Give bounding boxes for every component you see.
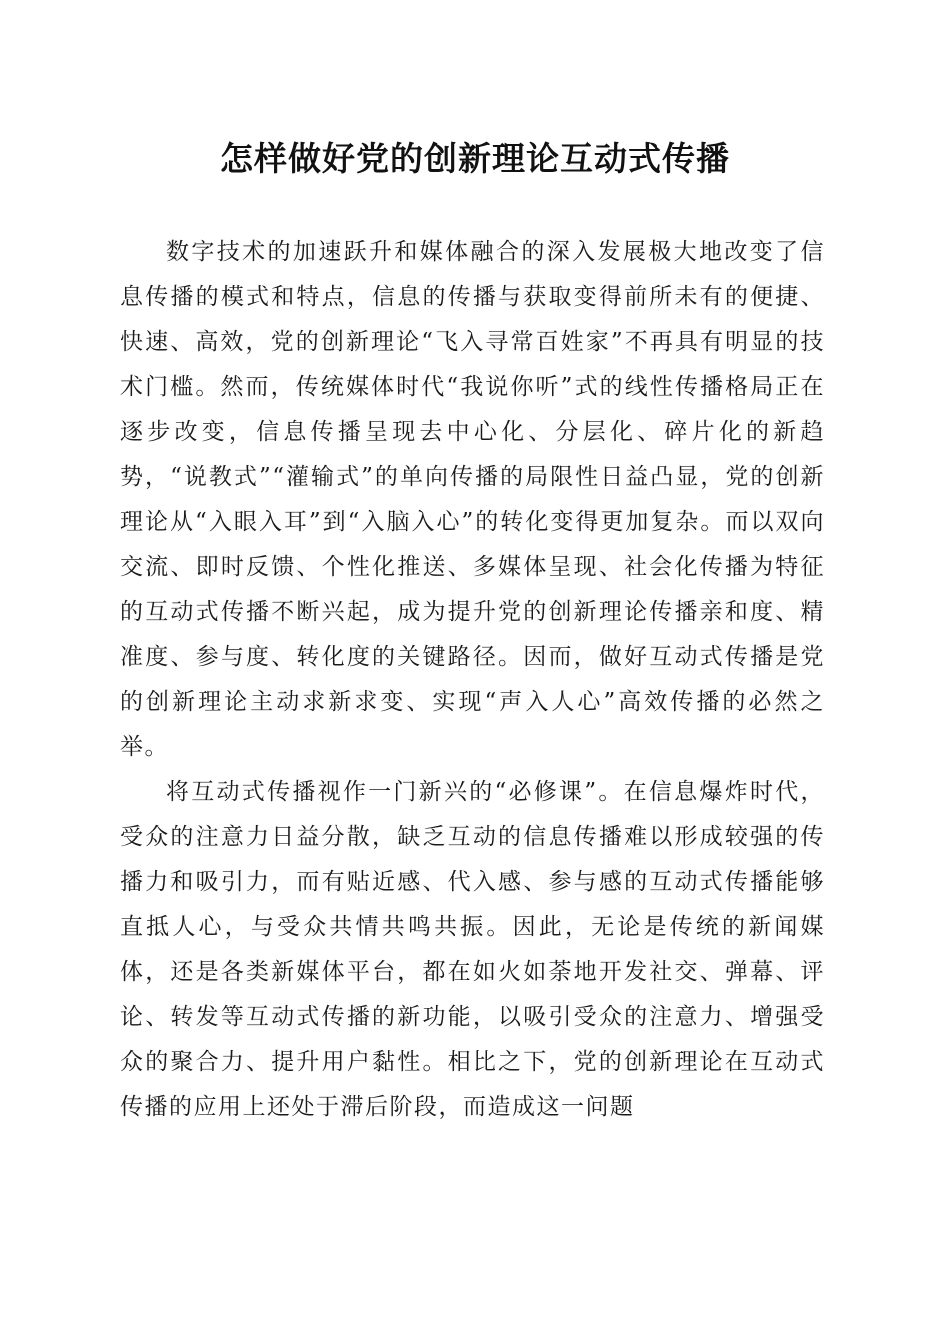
document-body (120, 230, 825, 1130)
paragraph-1: 数字技术的加速跃升和媒体融合的深入发展极大地改变了信息传播的模式和特点，信息的传播与获取变得前所未有的便捷、快速、高效，党的创新理论“飞入寻常百姓家”不再具有明显的技术门槛。然而，传统媒体时代“我说你听”式的线性传播格局正在逐步改变，信息传播呈现去中心化、分层化、碎片化的新趋势，“说教式”“灌输式”的单向传播的局限性日益凸显，党的创新理论从“入眼入耳”到“入脑入心”的转化变得更加复杂。而以双向交流、即时反馈、个性化推送、多媒体呈现、社会化传播为特征的互动式传播不断兴起，成为提升党的创新理论传播亲和度、精准度、参与度、转化度的关键路径。因而，做好互动式传播是党的创新理论主动求新求变、实现“声入人心”高效传播的必然之举。 (120, 239, 825, 760)
paragraph-2: 将互动式传播视作一门新兴的“必修课”。在信息爆炸时代，受众的注意力日益分散，缺乏互动的信息传播难以形成较强的传播力和吸引力，而有贴近感、代入感、参与感的互动式传播能够直抵人心，与受众共情共鸣共振。因此，无论是传统的新闻媒体，还是各类新媒体平台，都在如火如荼地开发社交、弹幕、评论、转发等互动式传播的新功能，以吸引受众的注意力、增强受众的聚合力、提升用户黏性。相比之下，党的创新理论在互动式传播的应用上还处于滞后阶段，而造成这一问题 (120, 779, 825, 1120)
document-title: 怎样做好党的创新理论互动式传播 (220, 139, 730, 178)
